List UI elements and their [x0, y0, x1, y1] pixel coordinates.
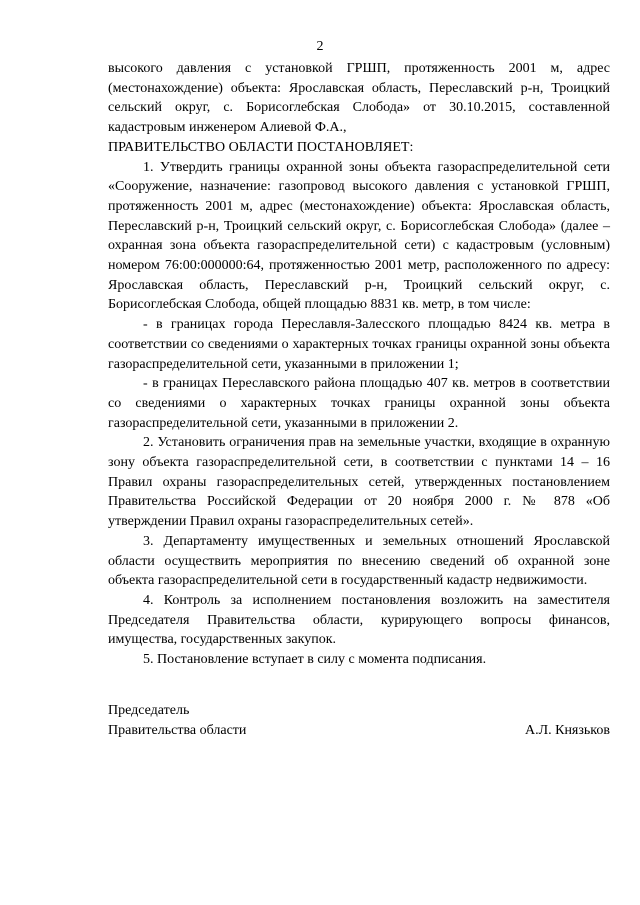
signature-row: [108, 721, 610, 741]
paragraph-subitem-district: - в границах Переславского района площадью 407 кв. метров в соответствии со сведениями о характерных точках границы охранной зоны объекта газораспределительной сети, указанными в приложении 2.: [108, 376, 610, 431]
page-number: 2: [316, 39, 324, 54]
signatory-title-line1: Председатель: [108, 703, 190, 718]
paragraph-item-5: 5. Постановление вступает в силу с момента подписания.: [143, 652, 487, 668]
document-body: [108, 59, 610, 670]
paragraph-subitem-city: - в границах города Переславля-Залесского площадью 8424 кв. метра в соответствии со сведениями о характерных точках границы охранной зоны объекта газораспределительной сети, указанными в приложении 1;: [108, 317, 610, 372]
signatory-title-line2: Правительства области: [108, 722, 247, 738]
paragraph-item-1: 1. Утвердить границы охранной зоны объекта газораспределительной сети «Сооружение, назначение: газопровод высокого давления с установкой ГРШП, протяженность 2001 м, адрес (местонахождение) объекта: Ярославская область, Переславский р-н, Троицкий сельский округ, с. Борисоглебская Слобода» (далее – охранная зона объекта газораспределительной сети) с кадастровым (условным) номером 76:00:000000:64, протяженностью 2001 метр, расположенного по адресу: Ярославская область, Переславский р-н, Троицкий сельский округ, с. Борисоглебская Слобода, общей площадью 8831 кв. метр, в том числе:: [108, 159, 610, 313]
paragraph-item-2: 2. Установить ограничения прав на земельные участки, входящие в охранную зону объекта газораспределительной сети, в соответствии с пунктами 14 – 16 Правил охраны газораспределительных сетей, утвержденных постановлением Правительства Российской Федерации от 20 ноября 2000 г. № 878 «Об утверждении Правил охраны газораспределительных сетей».: [108, 435, 610, 530]
resolution-heading: ПРАВИТЕЛЬСТВО ОБЛАСТИ ПОСТАНОВЛЯЕТ:: [108, 139, 414, 155]
signature-block: [108, 701, 610, 740]
paragraph-item-4: 4. Контроль за исполнением постановления возложить на заместителя Председателя Правительства области, курирующего вопросы финансов, имущества, государственных закупок.: [108, 592, 610, 648]
paragraph-item-3: 3. Департаменту имущественных и земельных отношений Ярославской области осуществить мероприятия по внесению сведений об охранной зоне объекта газораспределительной сети в государственный кадастр недвижимости.: [108, 533, 610, 589]
signatory-name: А.Л. Князьков: [525, 722, 610, 738]
paragraph-continuation: высокого давления с установкой ГРШП, протяженность 2001 м, адрес (местонахождение) объекта: Ярославская область, Переславский р-н, Троицкий сельский округ, с. Борисоглебская Слобода» от 30.10.2015, составленной кадастровым инженером Алиевой Ф.А.,: [108, 61, 610, 136]
